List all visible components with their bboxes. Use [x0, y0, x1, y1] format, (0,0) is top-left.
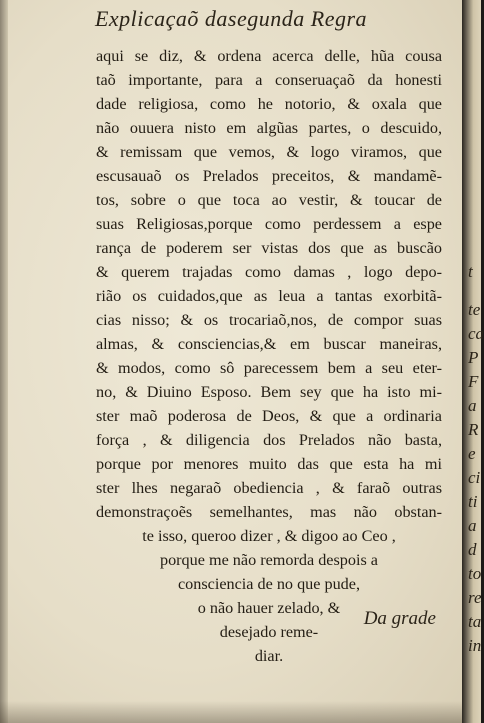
text-line-6: escusauaõ os Prelados preceitos, & mandamẽ- — [96, 167, 442, 185]
text-line-11: rião os cuidados,que as leua a tantas exorbitã- — [96, 287, 442, 305]
adjacent-fragment: F — [468, 372, 479, 391]
text-line-26: diar. — [254, 647, 284, 665]
text-line-2: taõ importante, para a conseruaçaõ da honesti — [96, 71, 442, 89]
text-line-14: & modos, como sô parecessem bem a seu eter- — [96, 359, 442, 377]
adjacent-fragment: ci — [468, 468, 481, 487]
adjacent-fragment: to — [468, 564, 482, 583]
text-line-17: força , & diligencia dos Prelados não basta, — [96, 431, 442, 449]
running-header: Explicaçaõ dasegunda Regra — [94, 6, 368, 31]
adjacent-fragment: in — [468, 636, 482, 655]
text-line-12: cias nisso; & os trocariaõ,nos, de compor suas — [96, 311, 442, 329]
adjacent-fragment: te — [468, 300, 481, 319]
adjacent-fragment: P — [468, 348, 479, 367]
text-line-1: aqui se diz, & ordena acerca delle, hũa cousa — [96, 47, 442, 65]
text-line-3: dade religiosa, como he notorio, & oxala que — [96, 95, 442, 113]
page-gutter — [0, 0, 8, 723]
text-line-7: tos, sobre o que toca ao vestir, & toucar de — [96, 191, 442, 209]
text-line-13: almas, & consciencias,& em buscar maneiras, — [96, 335, 442, 353]
adjacent-fragment: a — [468, 396, 477, 415]
catchword: Da grade — [363, 608, 436, 629]
text-line-15: no, & Diuino Esposo. Bem sey que ha isto mi- — [96, 383, 442, 401]
adjacent-fragment: e — [468, 444, 476, 463]
page-bottom-shadow — [0, 701, 462, 723]
text-line-8: suas Religiosas,porque como perdessem a espe — [96, 215, 442, 233]
adjacent-page-edge — [462, 0, 484, 723]
text-line-16: ster maõ poderosa de Deos, & que a ordinaria — [96, 407, 442, 425]
adjacent-fragment: ta — [468, 612, 482, 631]
text-line-24: o não hauer zelado, & — [197, 599, 341, 617]
text-line-4: não ouuera nisto em algũas partes, o descuido, — [96, 119, 442, 137]
text-line-23: consciencia de no que pude, — [177, 575, 361, 593]
text-line-20: demonstraçoẽs semelhantes, mas não obstan- — [96, 503, 442, 521]
text-line-5: & remissam que vemos, & logo viramos, que — [96, 143, 442, 161]
adjacent-fragment: ti — [468, 492, 478, 511]
adjacent-fragment: t — [468, 262, 473, 281]
text-line-25: desejado reme- — [219, 623, 319, 641]
adjacent-fragment: d — [468, 540, 477, 559]
adjacent-fragment: R — [468, 420, 479, 439]
adjacent-fragment: a — [468, 516, 477, 535]
text-line-21: te isso, queroo dizer , & digoo ao Ceo , — [142, 527, 396, 545]
text-line-18: porque por menores muito das que esta ha mi — [96, 455, 442, 473]
text-line-9: rança de poderem ser vistas dos que as buscão — [96, 239, 442, 257]
text-line-22: porque me não remorda despois a — [159, 551, 378, 569]
adjacent-fragment: ca — [468, 324, 484, 343]
text-line-19: ster lhes negaraõ obediencia , & faraõ outras — [96, 479, 442, 497]
text-line-10: & querem trajadas como damas , logo depo- — [96, 263, 442, 281]
adjacent-fragment: re — [468, 588, 482, 607]
